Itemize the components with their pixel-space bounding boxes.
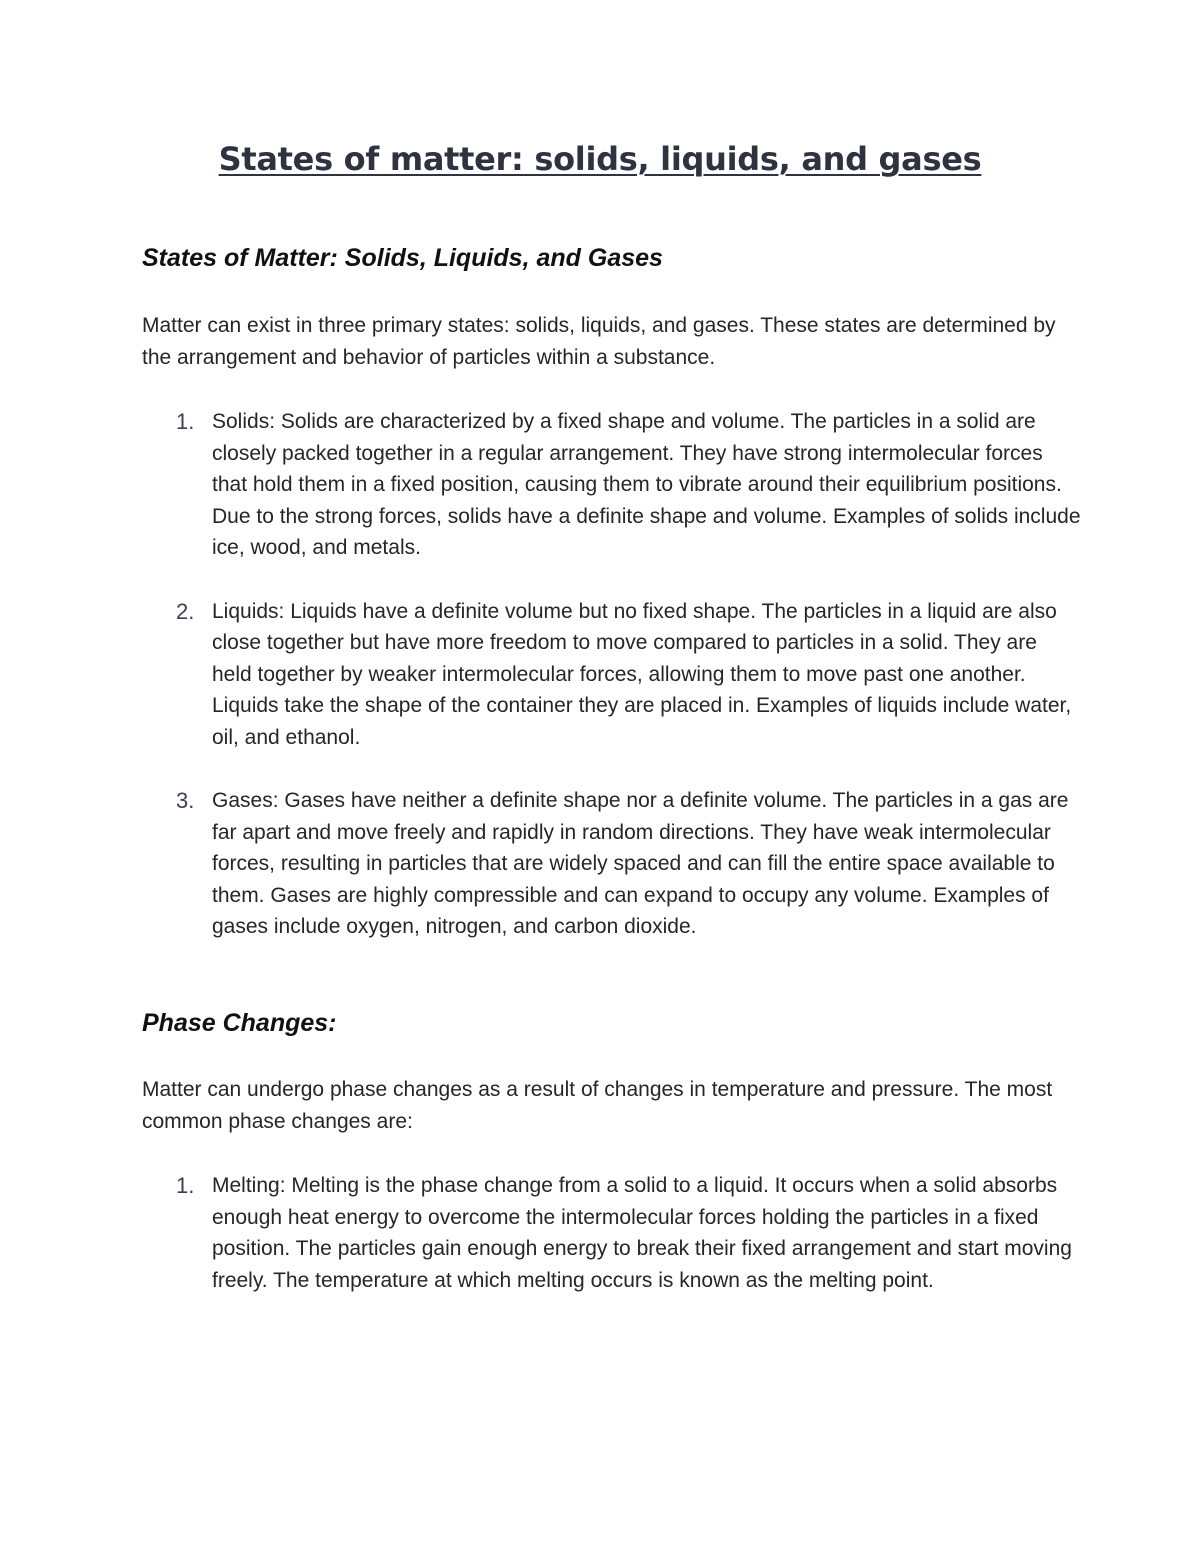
list-marker: 1. xyxy=(176,409,195,434)
section-heading-phase-changes: Phase Changes: xyxy=(142,1009,337,1037)
list-item-text: Melting: Melting is the phase change from a solid to a liquid. It occurs when a solid absorbs enough heat energy to overcome the intermolecular forces holding the particles in a fixed position. The particles gain enough energy to break their fixed arrangement and start moving freely. The temperature at which melting occurs is known as the melting point. xyxy=(212,1174,1072,1292)
list-marker: 1. xyxy=(176,1173,195,1198)
list-item-liquids xyxy=(142,596,1082,754)
list-item-gases xyxy=(142,785,1082,943)
list-item-text: Gases: Gases have neither a definite shape nor a definite volume. The particles in a gas are far apart and move freely and rapidly in random directions. They have weak intermolecular forces, resulting in particles that are widely spaced and can fill the entire space available to them. Gases are highly compressible and can expand to occupy any volume. Examples of gases include oxygen, nitrogen, and carbon dioxide. xyxy=(212,789,1069,938)
section-intro-phase-changes: Matter can undergo phase changes as a result of changes in temperature and pressure. The most common phase changes are: xyxy=(142,1078,1053,1133)
list-item-solids xyxy=(142,406,1082,564)
section-heading-states: States of Matter: Solids, Liquids, and Gases xyxy=(142,244,663,272)
list-marker: 2. xyxy=(176,598,195,624)
list-item-text: Solids: Solids are characterized by a fixed shape and volume. The particles in a solid are closely packed together in a regular arrangement. They have strong intermolecular forces that hold them in a fixed position, causing them to vibrate around their equilibrium positions. Due to the strong forces, solids have a definite shape and volume. Examples of solids include ice, wood, and metals. xyxy=(212,410,1081,559)
states-list xyxy=(142,406,1082,975)
phase-changes-list xyxy=(142,1170,1082,1328)
list-item-text: Liquids: Liquids have a definite volume but no fixed shape. The particles in a liquid are also close together but have more freedom to move compared to particles in a solid. They are held together by weaker intermolecular forces, allowing them to move past one another. Liquids take the shape of the container they are placed in. Examples of liquids include water, oil, and ethanol. xyxy=(212,599,1072,749)
list-marker: 3. xyxy=(176,788,195,813)
list-item-melting xyxy=(142,1170,1082,1296)
document-title: States of matter: solids, liquids, and gases xyxy=(218,140,982,178)
section-intro-states: Matter can exist in three primary states: solids, liquids, and gases. These states are determined by the arrangement and behavior of particles within a substance. xyxy=(142,314,1056,369)
